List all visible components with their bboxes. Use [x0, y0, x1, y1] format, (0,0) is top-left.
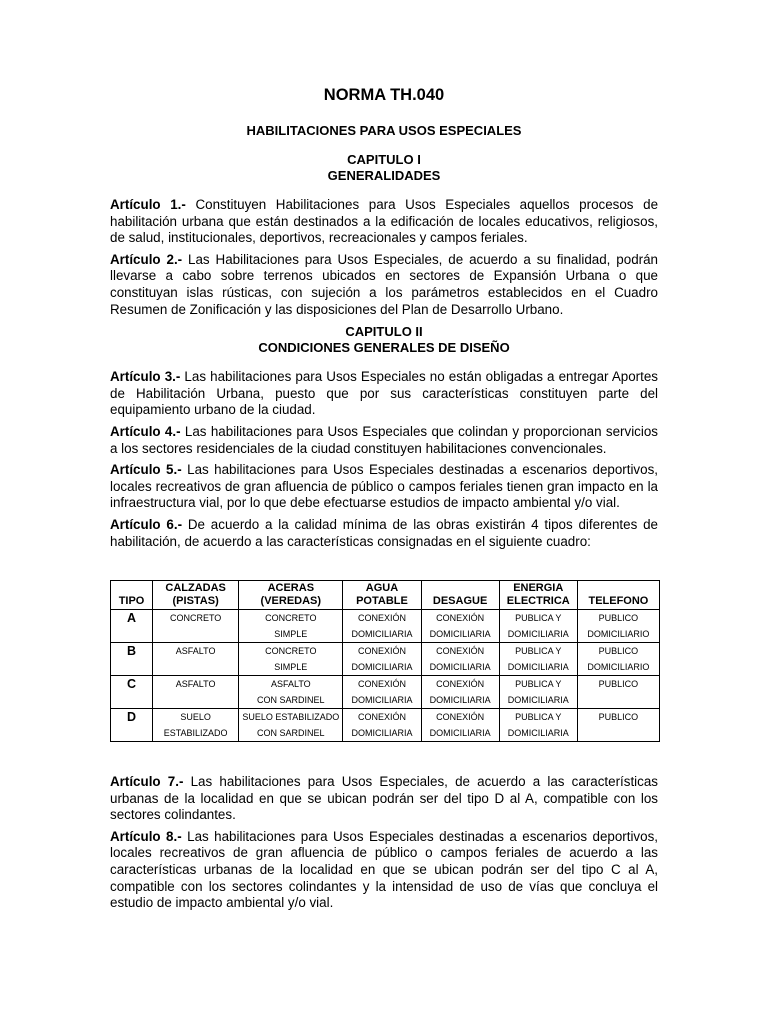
row-tipo: C: [111, 676, 153, 709]
article-7-label: Artículo 7.-: [110, 774, 184, 790]
document-page: [110, 86, 658, 917]
header-aceras: ACERAS (VEREDAS): [239, 581, 343, 610]
article-1-text: Constituyen Habilitaciones para Usos Especiales aquellos procesos de habilitación urbana que están destinados a la edificación de locales educativos, religiosos, de salud, institucionales, deportivos, recreacionales y campos feriales.: [110, 197, 659, 246]
cell-telefono: PUBLICO DOMICILIARIO: [577, 643, 659, 676]
chapter-1-title: GENERALIDADES: [327, 168, 441, 183]
article-3-label: Artículo 3.-: [110, 369, 181, 385]
article-1-label: Artículo 1.-: [110, 197, 186, 212]
article-2: [110, 252, 658, 318]
article-8-label: Artículo 8.-: [110, 828, 182, 844]
cell-aceras: CONCRETO SIMPLE: [239, 610, 343, 643]
cell-telefono: PUBLICO DOMICILIARIO: [577, 610, 659, 643]
header-tipo: TIPO: [111, 581, 153, 610]
cell-agua: CONEXIÓN DOMICILIARIA: [343, 676, 421, 709]
table-header-row: [111, 581, 660, 610]
cell-aceras: ASFALTO CON SARDINEL: [239, 676, 343, 709]
article-6-label: Artículo 6.-: [110, 516, 183, 532]
row-tipo: B: [111, 643, 153, 676]
article-4-text: Las habilitaciones para Usos Especiales que colindan y proporcionan servicios a los sectores residenciales de la ciudad constituyen habilitaciones convencionales.: [110, 423, 658, 456]
cell-aceras: CONCRETO SIMPLE: [239, 643, 343, 676]
articles-after-table: [110, 774, 658, 912]
header-calzadas: CALZADAS (PISTAS): [153, 581, 239, 610]
article-2-label: Artículo 2.-: [110, 251, 183, 267]
article-8-text: Las habilitaciones para Usos Especiales destinadas a escenarios deportivos, locales recreativos de gran afluencia de público o campos feriales de acuerdo a las características urbanas de la localidad en que se ubican podrán ser del tipo C al A, compatible con los sectores colindantes y la intensidad de uso de vías que concluya el estudio de impacto ambiental y/o vial.: [110, 828, 658, 911]
cell-calzadas: ASFALTO: [153, 676, 239, 709]
article-5-label: Artículo 5.-: [110, 462, 182, 478]
table-row: [111, 610, 660, 643]
header-telefono: TELEFONO: [577, 581, 659, 610]
cell-desague: CONEXIÓN DOMICILIARIA: [421, 709, 499, 742]
document-subtitle: HABILITACIONES PARA USOS ESPECIALES: [246, 123, 522, 138]
article-3-text: Las habilitaciones para Usos Especiales no están obligadas a entregar Aportes de Habilitación Urbana, puesto que por sus características constituyen parte del equipamiento urbano de la ciudad.: [110, 369, 658, 418]
chapter-2-title: CONDICIONES GENERALES DE DISEÑO: [258, 340, 510, 356]
cell-energia: PUBLICA Y DOMICILIARIA: [499, 709, 577, 742]
cell-energia: PUBLICA Y DOMICILIARIA: [499, 643, 577, 676]
article-4-label: Artículo 4.-: [110, 423, 181, 439]
table-row: [111, 709, 660, 742]
cell-energia: PUBLICA Y DOMICILIARIA: [499, 610, 577, 643]
article-2-text: Las Habilitaciones para Usos Especiales, de acuerdo a su finalidad, podrán llevarse a cabo sobre terrenos ubicados en sectores de Expansión Urbana o que constituyan islas rústicas, con sujeción a los parámetros establecidos en el Cuadro Resumen de Zonificación y las disposiciones del Plan de Desarrollo Urbano.: [110, 251, 658, 317]
chapter-1-heading: [110, 152, 658, 184]
cell-telefono: PUBLICO: [577, 709, 659, 742]
cell-aceras: SUELO ESTABILIZADO CON SARDINEL: [239, 709, 343, 742]
article-7: [110, 774, 658, 824]
cell-agua: CONEXIÓN DOMICILIARIA: [343, 643, 421, 676]
cell-agua: CONEXIÓN DOMICILIARIA: [343, 709, 421, 742]
table-row: [111, 643, 660, 676]
chapter-2-heading: [110, 324, 658, 356]
cell-desague: CONEXIÓN DOMICILIARIA: [421, 610, 499, 643]
article-5-text: Las habilitaciones para Usos Especiales destinadas a escenarios deportivos, locales recreativos de gran afluencia de público o campos feriales tienen gran impacto en la infraestructura vial, por lo que debe efectuarse estudios de impacto ambiental y/o vial.: [110, 462, 658, 511]
table-row: [111, 676, 660, 709]
article-5: [110, 462, 658, 512]
article-1: [110, 197, 658, 247]
cell-telefono: PUBLICO: [577, 676, 659, 709]
cell-calzadas: ASFALTO: [153, 643, 239, 676]
chapter-2-number: CAPITULO II: [345, 324, 423, 340]
header-agua: AGUA POTABLE: [343, 581, 421, 610]
article-6-text: De acuerdo a la calidad mínima de las obras existirán 4 tipos diferentes de habilitación, de acuerdo a las características consignadas en el siguiente cuadro:: [110, 516, 659, 549]
article-3: [110, 369, 658, 419]
article-8: [110, 829, 658, 912]
document-title: NORMA TH.040: [323, 86, 445, 104]
chapter-1-number: CAPITULO I: [347, 152, 421, 167]
row-tipo: D: [111, 709, 153, 742]
article-6: [110, 517, 658, 550]
cell-agua: CONEXIÓN DOMICILIARIA: [343, 610, 421, 643]
cell-calzadas: CONCRETO: [153, 610, 239, 643]
header-energia: ENERGIA ELECTRICA: [499, 581, 577, 610]
article-7-text: Las habilitaciones para Usos Especiales, de acuerdo a las características urbanas de la localidad en que se ubican podrán ser del tipo D al A, compatible con los sectores colindantes.: [110, 774, 658, 823]
cell-desague: CONEXIÓN DOMICILIARIA: [421, 643, 499, 676]
header-desague: DESAGUE: [421, 581, 499, 610]
cell-energia: PUBLICA Y DOMICILIARIA: [499, 676, 577, 709]
cell-desague: CONEXIÓN DOMICILIARIA: [421, 676, 499, 709]
habilitation-types-table: [110, 580, 660, 742]
cell-calzadas: SUELO ESTABILIZADO: [153, 709, 239, 742]
row-tipo: A: [111, 610, 153, 643]
article-4: [110, 424, 658, 457]
